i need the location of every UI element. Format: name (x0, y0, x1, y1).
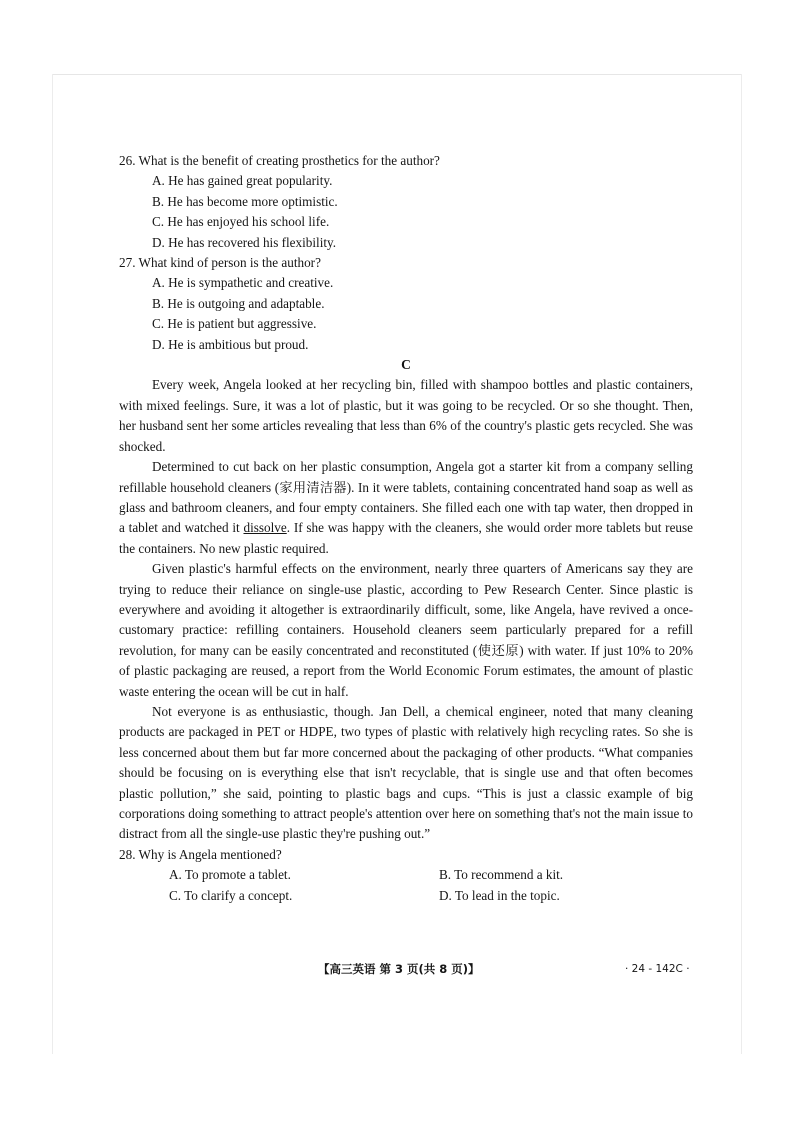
section-heading: C (401, 357, 411, 373)
option-d: D. He has recovered his flexibility. (152, 234, 337, 250)
footer-page-info: 【高三英语 第 3 页(共 8 页)】 (318, 962, 480, 976)
options-grid (169, 865, 693, 906)
page-edge-left (52, 74, 53, 1054)
question-26 (119, 151, 693, 253)
paragraph-2 (119, 457, 693, 559)
paragraph-2-text-after: . If she was happy with the cleaners, she would order more tablets but reuse the containers. No new plastic required. (119, 520, 694, 556)
option-c: C. To clarify a concept. (169, 887, 293, 903)
question-27 (119, 253, 693, 355)
option-b: B. He has become more optimistic. (152, 193, 338, 209)
underlined-word: dissolve (243, 520, 287, 536)
question-stem: 28. Why is Angela mentioned? (119, 846, 282, 862)
paragraph-2-text-before: Determined to cut back on her plastic consumption, Angela got a starter kit from a company selling refillable household cleaners (家用清洁器). In it were tablets, containing concentrated hand soap as well as glass and bathroom cleaners, and four empty containers. She filled each one with tap water, then dropped in a tablet and watched it (119, 459, 693, 536)
exam-content (119, 151, 693, 906)
option-d: D. To lead in the topic. (439, 887, 560, 903)
footer-code: · 24 - 142C · (625, 963, 690, 975)
page-edge-right (741, 74, 742, 1054)
paragraph-1: Every week, Angela looked at her recycling bin, filled with shampoo bottles and plastic containers, with mixed feelings. Sure, it was a lot of plastic, but it was going to be recycled. Or so she thought. Then, her husband sent her some articles revealing that less than 6% of the country's plastic gets recycled. She was shocked. (119, 377, 693, 454)
option-a: A. He has gained great popularity. (152, 173, 333, 189)
option-c: C. He has enjoyed his school life. (152, 214, 330, 230)
question-stem: 27. What kind of person is the author? (119, 255, 321, 271)
option-d: D. He is ambitious but proud. (152, 336, 309, 352)
option-c: C. He is patient but aggressive. (152, 316, 317, 332)
paragraph-3: Given plastic's harmful effects on the environment, nearly three quarters of Americans say they are trying to reduce their reliance on single-use plastic, according to Pew Research Center. Since plastic is everywhere and avoiding it altogether is extraordinarily difficult, some, like Angela, have revived a once-customary practice: refilling containers. Household cleaners seem particularly prepared for a refill revolution, for many can be easily concentrated and reconstituted (使还原) with water. If just 10% to 20% of plastic packaging are reused, a report from the World Economic Forum estimates, the amount of plastic waste entering the ocean will be cut in half. (119, 561, 693, 699)
question-stem: 26. What is the benefit of creating prosthetics for the author? (119, 153, 440, 168)
option-b: B. To recommend a kit. (439, 867, 564, 883)
option-a: A. He is sympathetic and creative. (152, 275, 334, 291)
question-28 (119, 845, 693, 906)
page-edge-top (52, 74, 742, 75)
reading-passage (119, 375, 693, 844)
paragraph-4: Not everyone is as enthusiastic, though. Jan Dell, a chemical engineer, noted that many cleaning products are packaged in PET or HDPE, two types of plastic with relatively high recycling rates. So she is less concerned about them but far more concerned about the packaging of other products. “What companies should be focusing on is everything else that isn't recyclable, that is single use and that often becomes plastic pollution,” she said, pointing to plastic bags and cups. “This is just a classic example of big corporations doing something to attract people's attention over here on something that's not the main issue to distract from all the single-use plastic they're pushing out.” (119, 703, 693, 842)
option-b: B. He is outgoing and adaptable. (152, 295, 325, 311)
option-a: A. To promote a tablet. (169, 867, 291, 883)
